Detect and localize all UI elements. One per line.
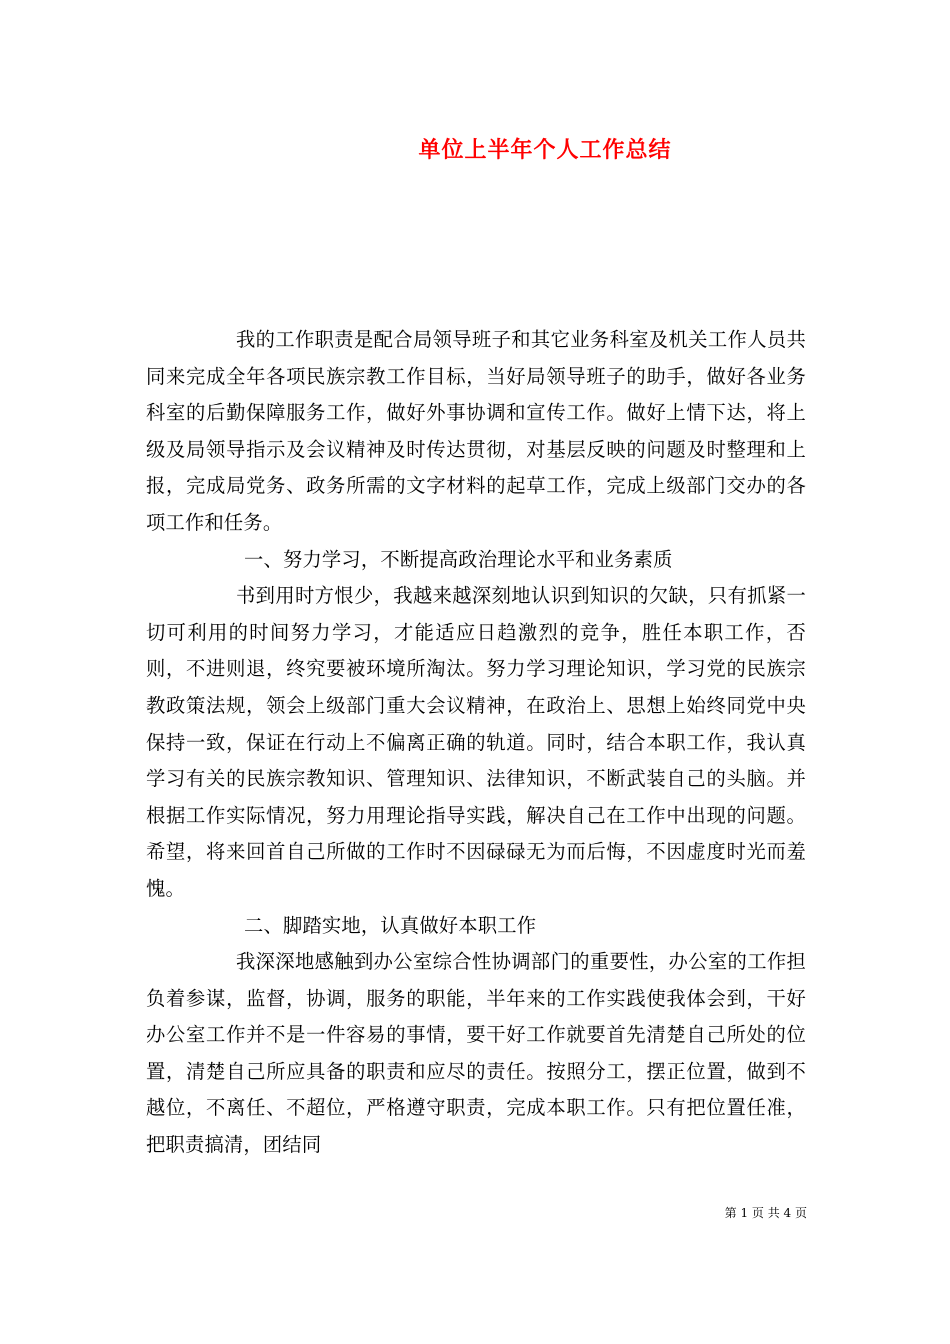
paragraph-job-duties: 我的工作职责是配合局领导班子和其它业务科室及机关工作人员共同来完成全年各项民族宗教工作目标，当好局领导班子的助手，做好各业务科室的后勤保障服务工作，做好外事协调和宣传工作。做好上情下达，将上级及局领导指示及会议精神及时传达贯彻，对基层反映的问题及时整理和上报，完成局党务、政务所需的文字材料的起草工作，完成上级部门交办的各项工作和任务。 xyxy=(146,328,806,534)
document-body xyxy=(146,322,806,1164)
paragraph-office-work: 我深深地感触到办公室综合性协调部门的重要性，办公室的工作担负着参谋，监督，协调，服务的职能，半年来的工作实践使我体会到，干好办公室工作并不是一件容易的事情，要干好工作就要首先清楚自己所处的位置，清楚自己所应具备的职责和应尽的责任。按照分工，摆正位置，做到不越位，不离任、不超位，严格遵守职责，完成本职工作。只有把位置任准，把职责搞清，团结同 xyxy=(146,950,806,1157)
section-heading-1: 一、努力学习，不断提高政治理论水平和业务素质 xyxy=(244,547,673,571)
section-heading-2: 二、脚踏实地，认真做好本职工作 xyxy=(244,913,537,937)
paragraph-study: 书到用时方恨少，我越来越深刻地认识到知识的欠缺，只有抓紧一切可利用的时间努力学习，才能适应日趋激烈的竞争，胜任本职工作，否则，不进则退，终究要被环境所淘汰。努力学习理论知识，学习党的民族宗教政策法规，领会上级部门重大会议精神，在政治上、思想上始终同党中央保持一致，保证在行动上不偏离正确的轨道。同时，结合本职工作，我认真学习有关的民族宗教知识、管理知识、法律知识，不断武装自己的头脑。并根据工作实际情况，努力用理论指导实践，解决自己在工作中出现的问题。希望，将来回首自己所做的工作时不因碌碌无为而后悔，不因虚度时光而羞愧。 xyxy=(146,584,806,900)
page-number-footer: 第 1 页 共 4 页 xyxy=(724,1206,807,1220)
document-title: 单位上半年个人工作总结 xyxy=(418,137,672,163)
